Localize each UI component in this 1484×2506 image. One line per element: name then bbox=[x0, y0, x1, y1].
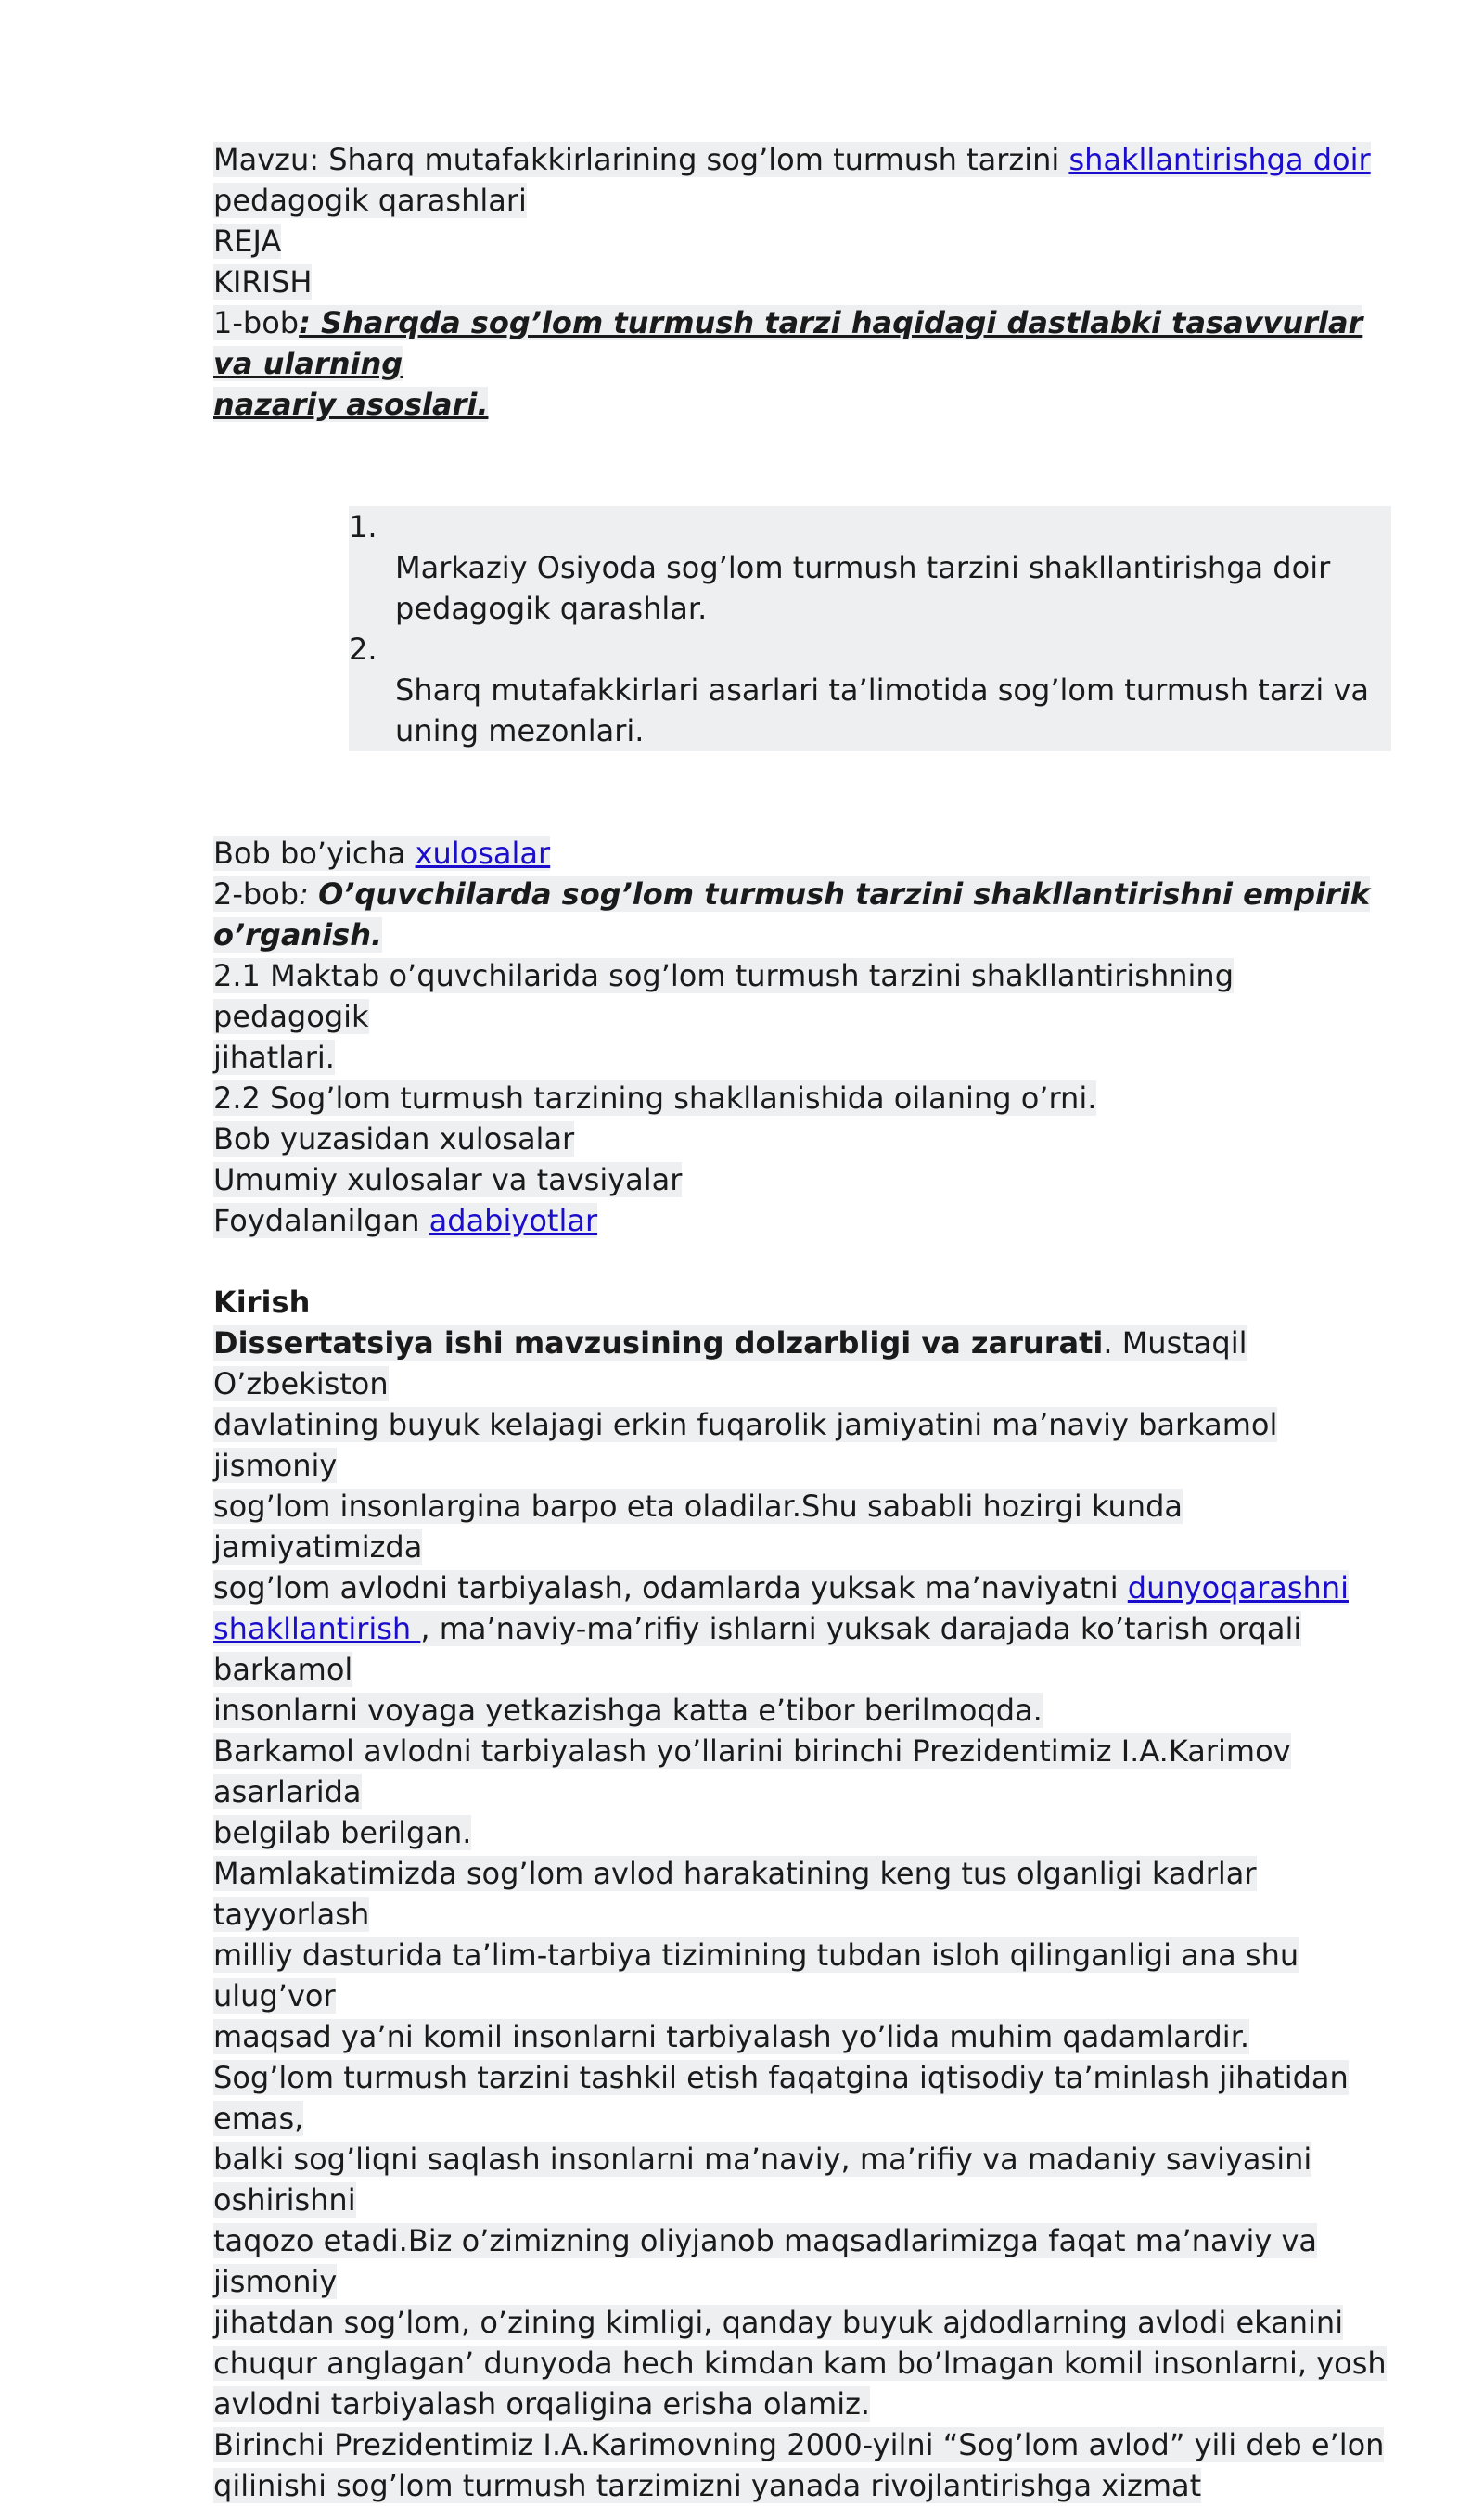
adabiyotlar-link[interactable]: adabiyotlar bbox=[429, 1203, 598, 1238]
chapter1-line-1 bbox=[213, 302, 1391, 384]
chapter1-sections-list bbox=[349, 506, 1391, 751]
kirish-toc-item: KIRISH bbox=[213, 264, 313, 300]
topic-prefix: Mavzu: Sharq mutafakkirlarining sog’lom turmush tarzini bbox=[213, 142, 1069, 177]
kirish-heading: Kirish bbox=[213, 1285, 311, 1320]
body-p3-line-1: Mamlakatimizda sog’lom avlod harakatining keng tus olganligi kadrlar tayyorlash bbox=[213, 1856, 1257, 1932]
body-p4-line-6: avlodni tarbiyalash orqaligina erisha olamiz. bbox=[213, 2386, 871, 2422]
list-item-text: Markaziy Osiyoda sog’lom turmush tarzini shakllantirishga doir bbox=[395, 550, 1331, 585]
xulosalar-link[interactable]: xulosalar bbox=[415, 836, 551, 871]
body-p4-line-4: jihatdan sog’lom, o’zining kimligi, qanday buyuk ajdodlarning avlodi ekanini bbox=[213, 2305, 1344, 2340]
chapter2-line bbox=[213, 874, 1391, 955]
chapter1-line-2 bbox=[213, 384, 1391, 425]
list-item-text: Sharq mutafakkirlari asarlari ta’limotida sog’lom turmush tarzi va bbox=[395, 672, 1370, 708]
chapter2-prefix: 2-bob bbox=[213, 876, 300, 912]
chapter1-prefix: 1-bob bbox=[213, 305, 300, 340]
body-p1-line-3: sog’lom insonlargina barpo eta oladilar.Shu sababli hozirgi kunda jamiyatimizda bbox=[213, 1489, 1183, 1565]
chapter1-title-a: : Sharqda sog’lom turmush tarzi haqidagi dastlabki tasavvurlar va ularning bbox=[213, 305, 1363, 381]
shakllantirish-link[interactable]: shakllantirish bbox=[213, 1611, 421, 1646]
list-item-number: 2. bbox=[349, 632, 377, 667]
body-p4-line-1: Sog’lom turmush tarzini tashkil etish faqatgina iqtisodiy ta’minlash jihatidan emas, bbox=[213, 2060, 1349, 2136]
body-p2-line-1: Barkamol avlodni tarbiyalash yo’llarini birinchi Prezidentimiz I.A.Karimov asarlarida bbox=[213, 1733, 1291, 1809]
body-p4-line-5: chuqur anglagan’ dunyoda hech kimdan kam bo’lmagan komil insonlarni, yosh bbox=[213, 2346, 1387, 2381]
section-2-2-line: 2.2 Sog’lom turmush tarzining shakllanishida oilaning o’rni. bbox=[213, 1080, 1097, 1116]
p1-bold-lead: Dissertatsiya ishi mavzusining dolzarbligi va zarurati bbox=[213, 1325, 1104, 1361]
umumiy-line: Umumiy xulosalar va tavsiyalar bbox=[213, 1162, 683, 1197]
list-item-text: uning mezonlari. bbox=[395, 713, 645, 748]
section-2-1-line-2: jihatlari. bbox=[213, 1040, 335, 1075]
body-p3-line-3: maqsad ya’ni komil insonlarni tarbiyalash yo’lida muhim qadamlardir. bbox=[213, 2019, 1250, 2054]
body-p4-line-3: taqozo etadi.Biz o’zimizning oliyjanob maqsadlarimizga faqat ma’naviy va jismoniy bbox=[213, 2223, 1318, 2299]
body-p1-line-1: Dissertatsiya ishi mavzusining dolzarbligi va zarurati. Mustaqil O’zbekiston bbox=[213, 1325, 1247, 1401]
chapter2-title: O’quvchilarda sog’lom turmush tarzini shakllantirishni empirik o’rganish. bbox=[213, 876, 1371, 953]
bob-conclusions-line bbox=[213, 833, 1391, 874]
body-p1-line-6: insonlarni voyaga yetkazishga katta e’tibor berilmoqda. bbox=[213, 1693, 1043, 1728]
body-p2-line-2: belgilab berilgan. bbox=[213, 1815, 472, 1850]
body-p5-line-2: qilinishi sog’lom turmush tarzimizni yanada rivojlantirishga xizmat bbox=[213, 2468, 1202, 2503]
body-p4-line-2: balki sog’liqni saqlash insonlarni ma’naviy, ma’rifiy va madaniy saviyasini oshirishni bbox=[213, 2142, 1312, 2218]
body-p1-line-4: sog’lom avlodni tarbiyalash, odamlarda yuksak ma’naviyatni dunyoqarashni bbox=[213, 1570, 1349, 1605]
topic-line-1 bbox=[213, 139, 1391, 180]
document-content bbox=[213, 139, 1391, 2506]
chapter2-colon: : bbox=[299, 876, 319, 912]
section-2-1-line-1: 2.1 Maktab o’quvchilarida sog’lom turmush tarzini shakllantirishning pedagogik bbox=[213, 958, 1234, 1034]
bob-conclusions-prefix: Bob bo’yicha bbox=[213, 836, 416, 871]
list-item-number: 1. bbox=[349, 509, 377, 544]
body-p1-line-2: davlatining buyuk kelajagi erkin fuqarolik jamiyatini ma’naviy barkamol jismoniy bbox=[213, 1407, 1278, 1483]
foydalanilgan-line bbox=[213, 1200, 1391, 1241]
topic-line-2: pedagogik qarashlari bbox=[213, 183, 527, 218]
bob-yuzasidan-line: Bob yuzasidan xulosalar bbox=[213, 1121, 575, 1157]
foydalanilgan-prefix: Foydalanilgan bbox=[213, 1203, 429, 1238]
chapter1-title-b: nazariy asoslari. bbox=[213, 387, 489, 422]
reja-heading: REJA bbox=[213, 224, 282, 259]
topic-link[interactable]: shakllantirishga doir bbox=[1068, 142, 1371, 177]
body-p1-line-5: shakllantirish , ma’naviy-ma’rifiy ishlarni yuksak darajada ko’tarish orqali barkamol bbox=[213, 1611, 1302, 1687]
body-p5-line-1: Birinchi Prezidentimiz I.A.Karimovning 2000-yilni “Sog’lom avlod” yili deb e’lon bbox=[213, 2427, 1385, 2462]
body-p3-line-2: milliy dasturida ta’lim-tarbiya tizimining tubdan isloh qilinganligi ana shu ulug’vor bbox=[213, 1937, 1299, 2014]
dunyoqarashni-link[interactable]: dunyoqarashni bbox=[1127, 1570, 1349, 1605]
list-item-text: pedagogik qarashlar. bbox=[395, 591, 708, 626]
